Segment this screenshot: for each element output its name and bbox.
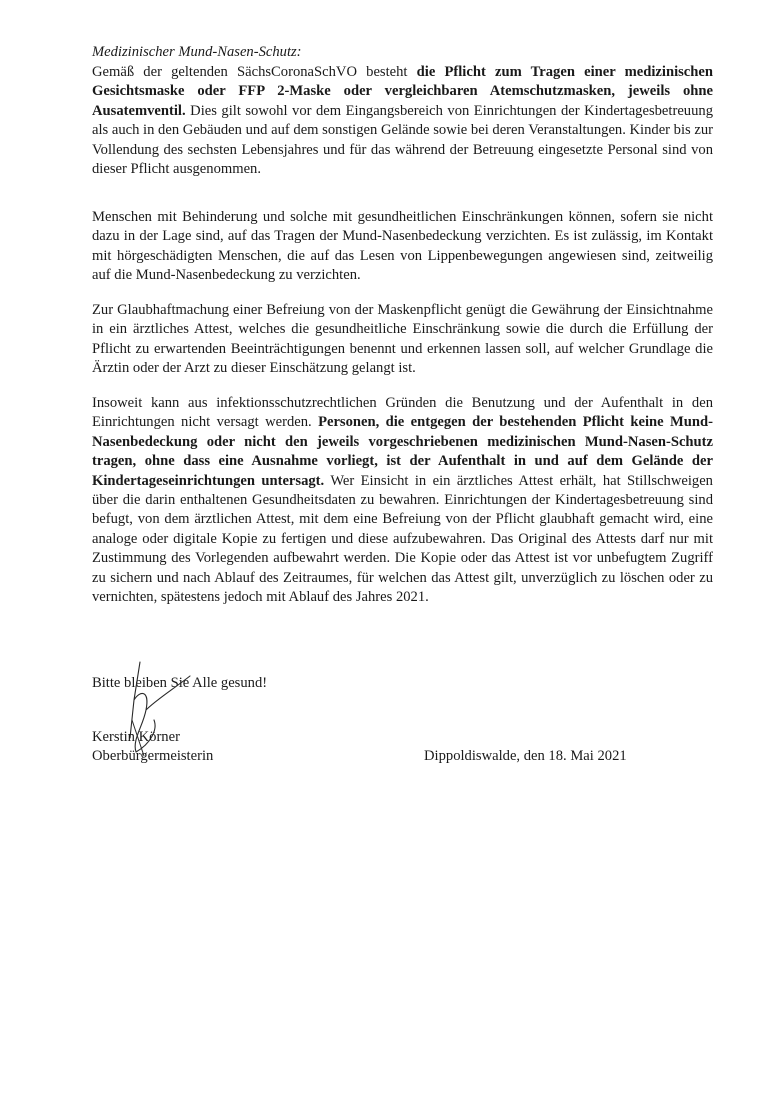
text-segment: Gemäß der geltenden SächsCoronaSchVO besteht	[92, 64, 417, 80]
paragraph-mask-obligation	[92, 63, 713, 179]
text-segment: Zur Glaubhaftmachung einer Befreiung von der Maskenpflicht genügt die Gewährung der Einsichtnahme in ein ärztliches Attest, welches die gesundheitliche Einschränkung sowie die durch die Erfüllung der Pflicht zu erwartenden Beeinträchtigungen benennt und erkennen lassen soll, auf welcher Grundlage die Ärztin oder der Arzt zu dieser Einschätzung gelangt ist.	[92, 302, 713, 377]
paragraph-exemptions	[92, 208, 713, 286]
section-heading: Medizinischer Mund-Nasen-Schutz:	[92, 44, 302, 60]
signer-title: Oberbürgermeisterin	[92, 748, 214, 764]
paragraph-medical-certificate	[92, 301, 713, 379]
place-date: Dippoldiswalde, den 18. Mai 2021	[424, 748, 627, 764]
signer-name: Kerstin Körner	[92, 729, 180, 745]
paragraph-access-rules	[92, 394, 713, 607]
text-segment: Dies gilt sowohl vor dem Eingangsbereich von Einrichtungen der Kindertagesbetreuung als auch in den Gebäuden und auf dem sonstigen Gelände sowie bei deren Veranstaltungen. Kinder bis zur Vollendung des sechsten Lebensjahres und für das während der Betreuung eingesetzte Personal sind von dieser Pflicht ausgenommen.	[92, 102, 713, 178]
text-segment: Wer Einsicht in ein ärztliches Attest erhält, hat Stillschweigen über die darin enthaltenen Gesundheitsdaten zu bewahren. Einrichtungen der Kindertagesbetreuung sind befugt, von dem ärztlichen Attest, mit dem eine Befreiung von der Pflicht glaubhaft gemacht wird, eine analoge oder digitale Kopie zu fertigen und diese aufzubewahren. Das Original des Attests darf nur mit Zustimmung des Vorlegenden aufbewahrt werden. Die Kopie oder das Attest ist vor unbefugtem Zugriff zu sichern und nach Ablauf des Zeitraumes, für welchen das Attest gilt, unverzüglich zu löschen oder zu vernichten, spätestens jedoch mit Ablauf des Jahres 2021.	[92, 472, 713, 606]
closing-greeting: Bitte bleiben Sie Alle gesund!	[92, 675, 268, 691]
text-segment: Menschen mit Behinderung und solche mit gesundheitlichen Einschränkungen können, sofern sie nicht dazu in der Lage sind, auf das Tragen der Mund-Nasenbedeckung verzichten. Es ist zulässig, im Kontakt mit hörgeschädigten Menschen, die auf das Lesen von Lippenbewegungen angewiesen sind, zeitweilig auf die Mund-Nasenbedeckung zu verzichten.	[92, 209, 713, 284]
bold-segment: die Pflicht zum Tragen einer medizinischen Gesichtsmaske oder FFP 2-Maske oder vergleichbaren Atemschutzmasken, jeweils ohne Ausatemventil.	[92, 64, 713, 119]
bold-segment: Personen, die entgegen der bestehenden Pflicht keine Mund-Nasenbedeckung oder nicht den jeweils vorgeschriebenen medizinischen Mund-Nasen-Schutz tragen, ohne dass eine Ausnahme vorliegt, ist der Aufenthalt in und auf dem Gelände der Kindertageseinrichtungen untersagt.	[92, 414, 713, 489]
text-segment: Insoweit kann aus infektionsschutzrechtlichen Gründen die Benutzung und der Aufenthalt in den Einrichtungen nicht versagt werden.	[92, 395, 713, 431]
